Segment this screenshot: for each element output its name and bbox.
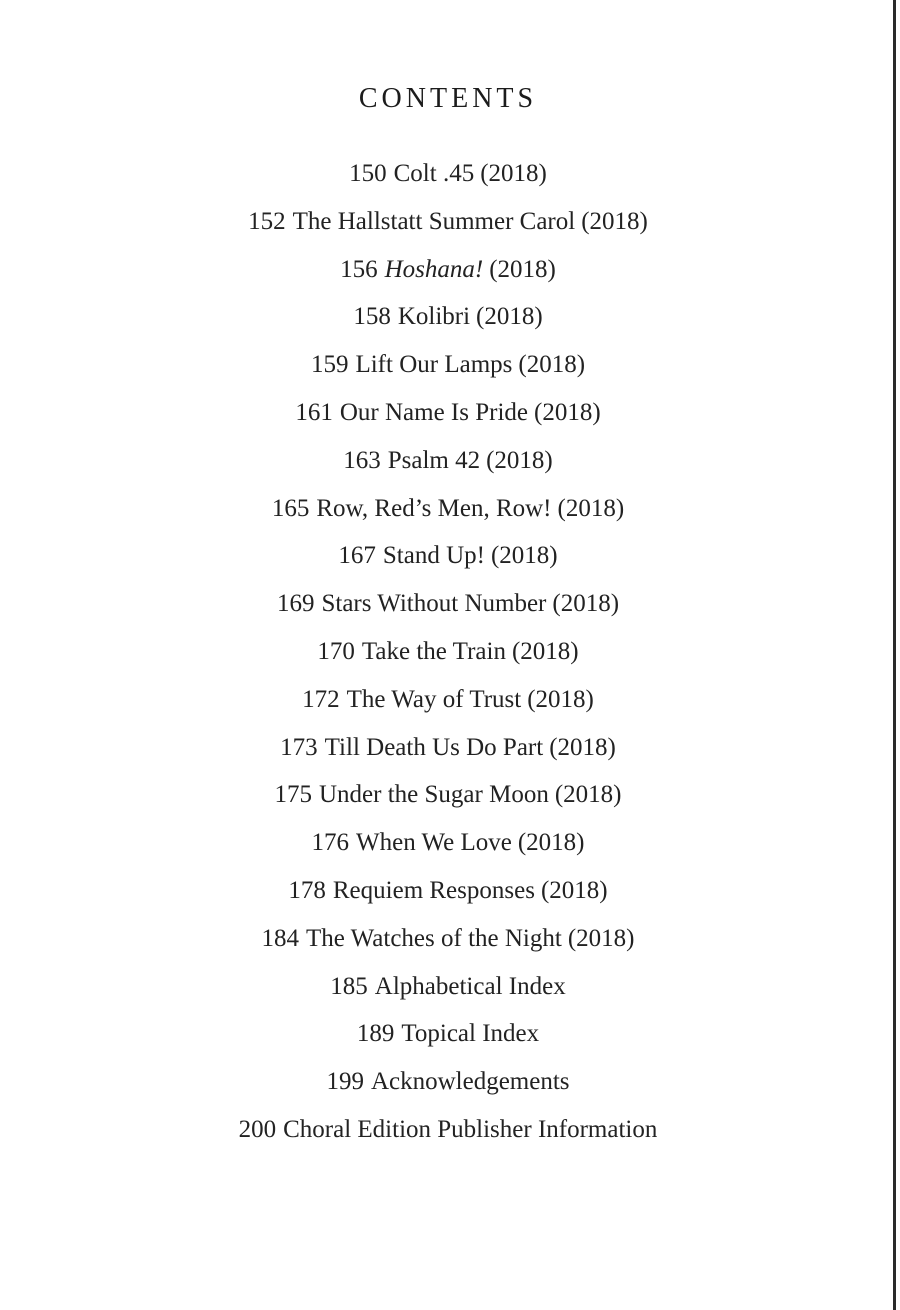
toc-entry [0, 1058, 896, 1106]
toc-page-number: 200 [238, 1115, 277, 1143]
toc-entry [0, 1106, 896, 1154]
toc-page-number: 156 [340, 255, 378, 283]
toc-page-number: 172 [302, 685, 340, 713]
toc-entry [0, 341, 896, 389]
toc-entry-year: (2018) [517, 829, 585, 857]
toc-entry [0, 485, 896, 533]
toc-entry-year: (2018) [490, 542, 558, 570]
toc-entry-year: (2018) [534, 398, 601, 426]
toc-page-number: 199 [326, 1068, 364, 1096]
page-title: CONTENTS [358, 83, 538, 114]
toc-entry-year: (2018) [567, 924, 635, 952]
toc-page-number: 159 [310, 351, 349, 379]
toc-entry-title: Psalm 42 [387, 446, 481, 474]
toc-entry-title: Under the Sugar Moon [319, 781, 549, 809]
toc-page-number: 185 [330, 972, 368, 1000]
toc-page-number: 173 [280, 733, 318, 761]
toc-entry-year: (2018) [518, 351, 586, 379]
toc-entry-title: Stars Without Number [321, 590, 547, 618]
toc-entry-year: (2018) [476, 303, 543, 331]
toc-entry-year: (2018) [527, 685, 594, 713]
toc-page-number: 178 [288, 876, 326, 904]
toc-entry-title: Kolibri [397, 303, 471, 331]
toc-entry [0, 1010, 896, 1058]
toc-page-number: 152 [248, 207, 286, 235]
toc-entry-title: The Way of Trust [346, 685, 522, 713]
toc-page-number: 158 [353, 303, 391, 331]
toc-entry-year: (2018) [540, 876, 608, 904]
toc-entry-title: Stand Up! [382, 542, 485, 570]
toc-entry [0, 915, 896, 963]
toc-entry-year: (2018) [480, 160, 547, 187]
toc-page-number: 184 [261, 924, 300, 952]
toc-entry [0, 293, 896, 341]
toc-entry-year: (2018) [554, 781, 622, 809]
toc-entry [0, 628, 896, 676]
toc-entry [0, 676, 896, 724]
toc-entry-title: Requiem Responses [332, 876, 535, 904]
toc-entry-title: When We Love [356, 829, 512, 857]
toc-entry-title: Alphabetical Index [374, 972, 566, 1000]
toc-entry [0, 963, 896, 1011]
toc-entry-title: Our Name Is Pride [339, 398, 528, 426]
toc-entry [0, 724, 896, 772]
toc-page-number: 165 [271, 494, 310, 522]
toc-entry [0, 580, 896, 628]
toc-page-number: 163 [343, 446, 381, 474]
toc-entry-year: (2018) [486, 446, 553, 474]
toc-entry [0, 246, 896, 294]
toc-entry-title: Topical Index [401, 1020, 540, 1048]
toc-entry-title: The Hallstatt Summer Carol [292, 207, 576, 235]
toc-entry-title: Lift Our Lamps [355, 351, 513, 379]
toc-page-number: 161 [295, 398, 333, 426]
toc-page-number: 167 [338, 542, 376, 570]
toc-entry-year: (2018) [552, 590, 620, 618]
toc-page-number: 169 [276, 590, 315, 618]
toc-entry-title: Till Death Us Do Part [324, 733, 544, 761]
toc-page-number: 176 [311, 829, 350, 857]
toc-entry-year: (2018) [489, 255, 556, 283]
toc-entry [0, 771, 896, 819]
toc-page-number: 175 [274, 781, 312, 809]
toc-entry [0, 819, 896, 867]
toc-entry-year: (2018) [511, 637, 579, 665]
toc-page-number: 189 [356, 1020, 395, 1048]
toc-entry [0, 867, 896, 915]
toc-page-number: 170 [317, 637, 355, 665]
toc-entry-title: Take the Train [361, 637, 506, 665]
toc-entry [0, 150, 896, 198]
toc-entry [0, 532, 896, 580]
toc-entry-title: Colt .45 [393, 160, 475, 187]
table-of-contents [0, 150, 896, 1154]
toc-entry [0, 389, 896, 437]
toc-entry-title: Hoshana! [384, 255, 484, 283]
toc-entry-title: Acknowledgements [370, 1068, 570, 1096]
toc-page-number: 150 [349, 160, 387, 187]
toc-entry-year: (2018) [549, 733, 616, 761]
toc-entry-title: Choral Edition Publisher Information [283, 1115, 658, 1143]
toc-entry-title: The Watches of the Night [306, 924, 562, 952]
toc-entry [0, 437, 896, 485]
toc-entry-year: (2018) [557, 494, 625, 522]
toc-entry [0, 198, 896, 246]
toc-entry-title: Row, Red’s Men, Row! [316, 494, 552, 522]
toc-entry-year: (2018) [581, 207, 648, 235]
